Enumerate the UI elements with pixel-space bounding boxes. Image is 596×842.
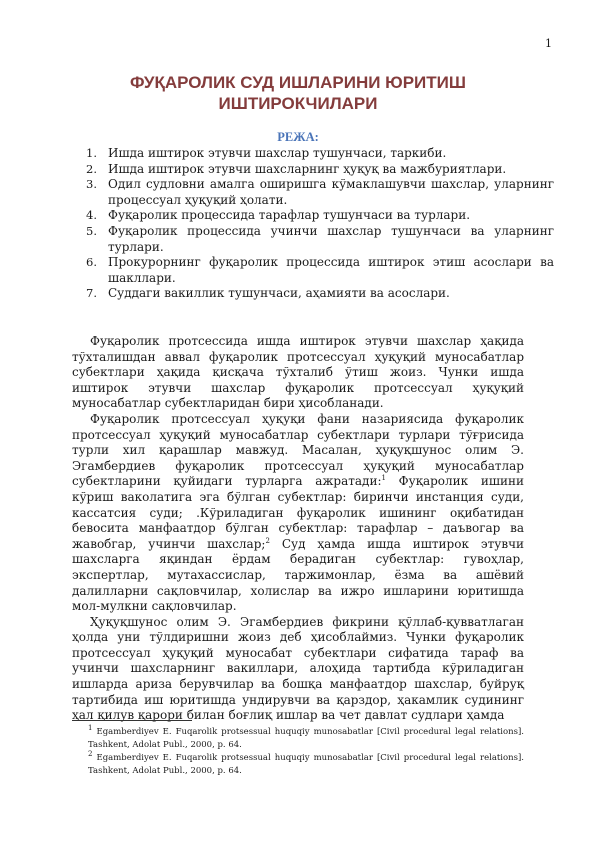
plan-item-text: Прокурорнинг фуқаролик процессида иштирок этиш асослари ва шакллари. [108, 255, 554, 285]
body-paragraph [72, 412, 524, 615]
paragraph-text: Фуқаролик протсессуал ҳуқуқи фани назариясида фуқаролик протсессуал ҳуқуқий муносабатлар субектлари турлари тўғрисида турли хил қарашлар мавжуд. Масалан, ҳуқуқшунос олим Э. Эгамбердиев фуқаролик протсессуал ҳуқуқий муносабатлар субектларини қуйидаги турларга ажратади: [72, 411, 524, 489]
plan-item-text: Фуқаролик процессида учинчи шахслар тушунчаси ва уларнинг турлари. [108, 223, 554, 254]
plan-item-number: 2. [86, 161, 97, 176]
footnote-number: 2 [88, 750, 93, 759]
footnote-separator [72, 720, 192, 721]
footnote [72, 726, 524, 752]
plan-item [86, 146, 554, 162]
plan-item-text: Суддаги вакиллик тушунчаси, аҳамияти ва асослари. [108, 286, 450, 301]
plan-item-number: 6. [86, 255, 97, 270]
body-paragraph: Ҳуқуқшунос олим Э. Эгамбердиев фикрини қўллаб-қувватлаган ҳолда уни тўлдиришни жоиз деб ҳисоблаймиз. Чунки фуқаролик протсессуал ҳуқуқий муносабат субектлари сифатида тараф ва учинчи шахсларнинг вакиллари, алоҳида тартибда кўриладиган ишларда ариза берувчилар ва бошқа манфаатдор шахслар, буйруқ тартибида иш юритишда ундирувчи ва қарздор, ҳакамлик судининг ҳал қилув қарори билан боғлиқ ишлар ва чет давлат судлари ҳамда [72, 614, 524, 723]
plan-item [86, 208, 554, 224]
footnote-ref[interactable]: 2 [265, 536, 270, 545]
plan-item [86, 177, 554, 208]
plan-item [86, 162, 554, 178]
footnotes [72, 726, 524, 778]
plan-item-text: Фуқаролик процессида тарафлар тушунчаси ва турлари. [108, 208, 471, 223]
footnote-ref[interactable]: 1 [381, 474, 386, 483]
page-number: 1 [545, 37, 552, 50]
plan-item-text: Одил судловни амалга оширишга кўмаклашувчи шахслар, уларнинг процессуал ҳуқуқий ҳолати. [108, 177, 554, 207]
footnote [72, 752, 524, 778]
plan-item-number: 4. [86, 208, 97, 223]
plan-item [86, 224, 554, 255]
plan-item [86, 286, 554, 302]
plan-item-number: 7. [86, 286, 97, 301]
paragraph-text: Фуқаролик ишини кўриш ваколатига эга бўлган субектлар: биринчи инстанция суди, кассатсия суди; .Кўриладиган фуқаролик ишининг оқибатидан бевосита манфаатдор бўлган субектлар: тарафлар – даъвогар ва жавобгар, учинчи шахслар; [72, 474, 524, 551]
plan-item [86, 255, 554, 286]
plan-item-number: 1. [86, 146, 97, 160]
footnote-text: Egamberdiyev E. Fuqarolik protsessual huquqiy munosabatlar [Civil procedural legal relations]. Tashkent, Adolat Publ., 2000, p. 64. [88, 727, 525, 750]
plan-item-text: Ишда иштирок этувчи шахсларнинг ҳуқуқ ва мажбуриятлари. [108, 161, 507, 176]
document-title: ФУҚАРОЛИК СУД ИШЛАРИНИ ЮРИТИШ ИШТИРОКЧИЛАРИ [130, 73, 466, 113]
body-paragraph: Фуқаролик протсессида ишда иштирок этувчи шахслар ҳақида тўхталишдан аввал фуқаролик протсессуал ҳуқуқий муносабатлар субектлари ҳақида қисқача тўхталиб ўтиш жоиз. Чунки ишда иштирок этувчи шахслар фуқаролик протсессуал ҳуқуқий муносабатлар субектларидан бири ҳисобланади. [72, 334, 524, 411]
footnote-number: 1 [88, 724, 93, 733]
plan-item-text: Ишда иштирок этувчи шахслар тушунчаси, таркиби. [108, 146, 447, 160]
plan-list [86, 146, 554, 302]
body-text [72, 334, 524, 724]
paragraph-text: Суд ҳамда ишда иштирок этувчи шахсларга яқиндан ёрдам берадиган субектлар: гувоҳлар, экспертлар, мутахассислар, таржимонлар, ёзма ва ашёвий далилларни сақловчилар, холислар ва ижро ишларини юритишда мол-мулкни сақловчилар. [72, 536, 525, 614]
footnote-text: Egamberdiyev E. Fuqarolik protsessual huquqiy munosabatlar [Civil procedural legal relations]. Tashkent, Adolat Publ., 2000, p. 64. [88, 753, 525, 776]
plan-item-number: 3. [86, 177, 97, 192]
plan-heading: РЕЖА: [277, 130, 319, 144]
plan-item-number: 5. [86, 223, 97, 238]
